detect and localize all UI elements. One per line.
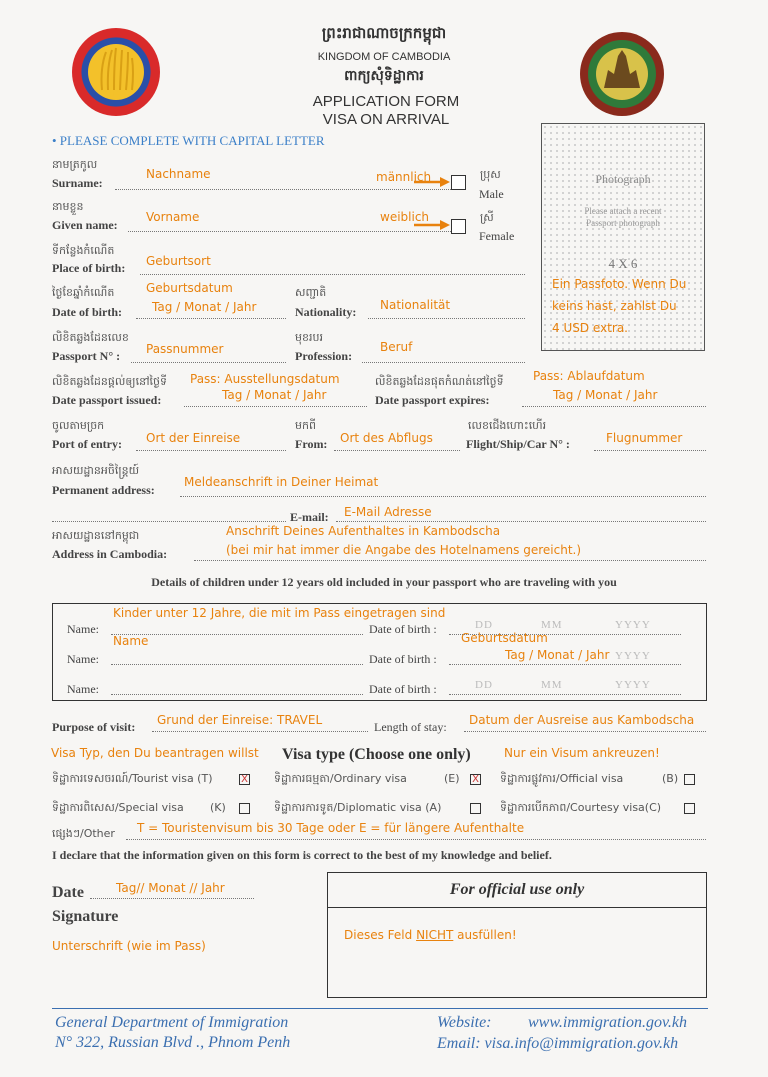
nationality-annotation: Nationalität (380, 298, 451, 312)
from-annotation: Ort des Abflugs (340, 431, 433, 445)
profession-khmer-label: មុខរបរ (295, 331, 323, 344)
from-field[interactable] (334, 450, 460, 451)
official-visa-code: (B) (662, 772, 679, 785)
permanent-address-field-line-2[interactable] (52, 521, 286, 522)
date-issued-label: Date passport issued: (52, 393, 162, 407)
child-dd-placeholder: DD (475, 679, 493, 691)
given-name-label: Given name: (52, 218, 118, 232)
male-annotation: männlich (376, 170, 432, 184)
given-name-field[interactable] (128, 231, 451, 232)
child-dob-field[interactable] (449, 664, 681, 665)
flight-field[interactable] (594, 450, 706, 451)
child-mm-placeholder: MM (541, 619, 563, 631)
purpose-field[interactable] (152, 731, 368, 732)
footer-email[interactable]: Email: visa.info@immigration.gov.kh (437, 1035, 679, 1052)
surname-label: Surname: (52, 176, 103, 190)
date-of-birth-field[interactable] (136, 318, 286, 319)
child-dob-field[interactable] (449, 694, 681, 695)
nationality-field[interactable] (368, 318, 525, 319)
child-dob-field[interactable] (449, 634, 681, 635)
date-expires-annotation-1: Pass: Ablaufdatum (533, 369, 645, 383)
other-visa-label: ផ្សេងៗ/Other (52, 827, 115, 840)
photo-annotation-1: Ein Passfoto. Wenn Du (552, 277, 687, 291)
email-annotation: E-Mail Adresse (344, 505, 432, 519)
footer-divider (52, 1008, 708, 1009)
courtesy-visa-label: ទិដ្ឋាការបើកភាព/Courtesy visa(C) (500, 801, 662, 814)
female-checkbox[interactable] (451, 219, 466, 234)
arrow-right-icon (412, 219, 452, 231)
passport-number-annotation: Passnummer (146, 342, 224, 356)
children-dob-annotation-2: Tag / Monat / Jahr (505, 648, 610, 662)
passport-number-label: Passport N° : (52, 349, 121, 363)
date-issued-annotation-1: Pass: Ausstellungsdatum (190, 372, 340, 386)
length-of-stay-field[interactable] (464, 731, 706, 732)
profession-label: Profession: (295, 349, 353, 363)
arrow-right-icon (412, 176, 452, 188)
child-name-field[interactable] (111, 664, 363, 665)
permanent-address-khmer-label: អាសយដ្ឋានអចិន្ត្រៃយ៍ (52, 464, 140, 477)
place-of-birth-annotation: Geburtsort (146, 254, 211, 268)
official-use-divider (328, 907, 706, 908)
email-field[interactable] (336, 521, 706, 522)
date-of-birth-khmer-label: ថ្ងៃខែឆ្នាំកំណើត (52, 286, 115, 299)
child-yyyy-placeholder: YYYY (615, 619, 651, 631)
child-dob-label: Date of birth : (369, 682, 437, 696)
permanent-address-field[interactable] (180, 496, 706, 497)
child-yyyy-placeholder: YYYY (615, 650, 651, 662)
khmer-kingdom-title: ព្រះរាជាណាចក្រកម្ពុជា (321, 24, 447, 42)
child-dob-label: Date of birth : (369, 652, 437, 666)
child-name-field[interactable] (111, 634, 363, 635)
diplomatic-visa-label: ទិដ្ឋាការការទូត/Diplomatic visa (A) (274, 801, 442, 814)
footer-department: General Department of Immigration (55, 1014, 289, 1031)
children-heading: Details of children under 12 years old included in your passport who are traveling with you (151, 575, 617, 589)
date-issued-field[interactable] (184, 406, 367, 407)
place-of-birth-field[interactable] (140, 274, 525, 275)
photo-annotation-3: 4 USD extra. (552, 321, 628, 335)
khmer-form-title: ពាក្យសុំទិដ្ឋាការ (344, 68, 424, 84)
date-field[interactable] (90, 898, 254, 899)
photo-annotation-2: keins hast, zahlst Du (552, 299, 677, 313)
official-visa-checkbox[interactable] (684, 774, 695, 785)
purpose-annotation: Grund der Einreise: TRAVEL (157, 713, 323, 727)
female-label: Female (479, 229, 515, 243)
flight-annotation: Flugnummer (606, 431, 683, 445)
courtesy-visa-checkbox[interactable] (684, 803, 695, 814)
angkor-seal-icon (578, 30, 666, 118)
flight-khmer-label: លេខជើងហោះហើរ (468, 419, 547, 432)
photo-box[interactable] (541, 123, 705, 351)
kingdom-title: KINGDOM OF CAMBODIA (317, 51, 451, 63)
passport-number-field[interactable] (131, 362, 286, 363)
visa-type-annotation: Visa Typ, den Du beantragen willst (51, 746, 259, 760)
asean-logo (72, 28, 160, 116)
official-use-annotation-emphasis: NICHT (416, 928, 454, 942)
child-yyyy-placeholder: YYYY (615, 679, 651, 691)
photo-box-note-1: Please attach a recent (584, 206, 662, 216)
date-annotation: Tag// Monat // Jahr (116, 881, 225, 895)
address-cambodia-annotation-2: (bei mir hat immer die Angabe des Hotelnamens gereicht.) (226, 543, 582, 557)
declaration-text: I declare that the information given on this form is correct to the best of my knowledge and belief. (52, 848, 552, 862)
form-title: APPLICATION FORM (312, 93, 460, 110)
given-name-khmer-label: នាមខ្លួន (52, 200, 84, 213)
child-name-label: Name: (67, 622, 99, 636)
email-label: E-mail: (290, 510, 329, 524)
child-name-field[interactable] (111, 694, 363, 695)
child-name-label: Name: (67, 682, 99, 696)
date-of-birth-label: Date of birth: (52, 305, 122, 319)
tourist-visa-checkbox[interactable]: X (239, 774, 250, 785)
ordinary-visa-label: ទិដ្ឋាការធម្មតា/Ordinary visa (274, 772, 407, 785)
male-khmer-label: ប្រុស (480, 168, 501, 181)
official-use-annotation (344, 928, 517, 942)
purpose-label: Purpose of visit: (52, 720, 136, 734)
children-table (52, 603, 707, 701)
child-dob-label: Date of birth : (369, 622, 437, 636)
child-name-label: Name: (67, 652, 99, 666)
date-expires-khmer-label: លិខិតឆ្លងដែនផុតកំណត់នៅថ្ងៃទី (375, 375, 504, 388)
children-dob-annotation-1: Geburtsdatum (461, 631, 548, 645)
nationality-khmer-label: សញ្ជាតិ (295, 286, 327, 299)
asean-label: ASEAN (102, 90, 130, 98)
other-visa-field[interactable] (126, 839, 706, 840)
address-cambodia-label: Address in Cambodia: (52, 547, 168, 561)
form-subtitle: VISA ON ARRIVAL (322, 111, 450, 128)
footer-address: N° 322, Russian Blvd ., Phnom Penh (55, 1034, 291, 1051)
child-mm-placeholder: MM (541, 679, 563, 691)
profession-field[interactable] (362, 362, 525, 363)
ordinary-visa-code: (E) (444, 772, 460, 785)
tourist-visa-label: ទិដ្ឋាការទេសចរណ៍/Tourist visa (T) (52, 772, 213, 785)
other-visa-annotation: T = Touristenvisum bis 30 Tage oder E = für längere Aufenthalte (137, 821, 525, 835)
female-annotation: weiblich (380, 210, 430, 224)
port-of-entry-field[interactable] (136, 450, 286, 451)
given-name-annotation: Vorname (146, 210, 200, 224)
address-cambodia-khmer-label: អាសយដ្ឋាននៅកម្ពុជា (52, 529, 140, 542)
port-of-entry-label: Port of entry: (52, 437, 122, 451)
length-of-stay-label: Length of stay: (374, 720, 447, 734)
ordinary-visa-checkbox[interactable]: X (470, 774, 481, 785)
port-of-entry-khmer-label: ចូលតាមច្រក (52, 419, 105, 432)
footer-website-label: Website: (437, 1014, 492, 1031)
surname-field[interactable] (115, 189, 451, 190)
date-of-birth-annotation-2: Tag / Monat / Jahr (152, 300, 257, 314)
length-of-stay-annotation: Datum der Ausreise aus Kambodscha (469, 713, 695, 727)
address-cambodia-field[interactable] (194, 560, 706, 561)
place-of-birth-label: Place of birth: (52, 261, 126, 275)
signature-label: Signature (52, 908, 119, 925)
nationality-label: Nationality: (295, 305, 357, 319)
permanent-address-label: Permanent address: (52, 483, 155, 497)
date-expires-label: Date passport expires: (375, 393, 490, 407)
date-expires-annotation-2: Tag / Monat / Jahr (553, 388, 658, 402)
official-use-box (327, 872, 707, 998)
footer-website-link[interactable]: www.immigration.gov.kh (528, 1014, 687, 1031)
surname-khmer-label: នាមត្រកូល (52, 158, 98, 171)
from-label: From: (295, 437, 328, 451)
photo-box-note-2: Passport photograph (586, 218, 660, 228)
date-expires-field[interactable] (522, 406, 706, 407)
surname-annotation: Nachname (146, 167, 211, 181)
diplomatic-visa-checkbox[interactable] (470, 803, 481, 814)
visa-type-note: Nur ein Visum ankreuzen! (504, 746, 660, 760)
male-checkbox[interactable] (451, 175, 466, 190)
date-issued-khmer-label: លិខិតឆ្លងដែនផ្តល់ឲ្យនៅថ្ងៃទី (52, 375, 167, 388)
photo-box-title: Photograph (595, 172, 651, 186)
female-khmer-label: ស្រី (480, 211, 494, 224)
male-label: Male (479, 187, 504, 201)
official-use-annotation-pre: Dieses Feld (344, 928, 417, 942)
permanent-address-annotation: Meldeanschrift in Deiner Heimat (184, 475, 379, 489)
date-issued-annotation-2: Tag / Monat / Jahr (222, 388, 327, 402)
from-khmer-label: មកពី (295, 419, 316, 432)
photo-size: 4 X 6 (608, 256, 638, 271)
place-of-birth-khmer-label: ទីកន្លែងកំណើត (52, 244, 115, 257)
special-visa-checkbox[interactable] (239, 803, 250, 814)
children-annotation: Kinder unter 12 Jahre, die mit im Pass eingetragen sind (113, 606, 446, 620)
capital-letter-instruction: • PLEASE COMPLETE WITH CAPITAL LETTER (52, 133, 325, 148)
passport-number-khmer-label: លិខិតឆ្លងដែនលេខ (52, 331, 129, 344)
immigration-seal (578, 30, 666, 118)
rice-stalks-icon (72, 28, 160, 116)
date-label: Date (52, 884, 84, 901)
official-use-annotation-post: ausfüllen! (453, 928, 517, 942)
official-visa-label: ទិដ្ឋាការផ្លូវការ/Official visa (500, 772, 624, 785)
profession-annotation: Beruf (380, 340, 413, 354)
special-visa-code: (K) (210, 801, 226, 814)
flight-label: Flight/Ship/Car N° : (466, 437, 570, 451)
official-use-title: For official use only (449, 881, 585, 898)
signature-annotation: Unterschrift (wie im Pass) (52, 939, 206, 953)
children-name-annotation: Name (113, 634, 149, 648)
visa-type-title: Visa type (Choose one only) (282, 746, 471, 763)
date-of-birth-annotation-1: Geburtsdatum (146, 281, 233, 295)
address-cambodia-annotation-1: Anschrift Deines Aufenthaltes in Kambodscha (226, 524, 501, 538)
port-of-entry-annotation: Ort der Einreise (146, 431, 241, 445)
special-visa-label: ទិដ្ឋាការពិសេស/Special visa (52, 801, 184, 814)
child-dd-placeholder: DD (475, 619, 493, 631)
